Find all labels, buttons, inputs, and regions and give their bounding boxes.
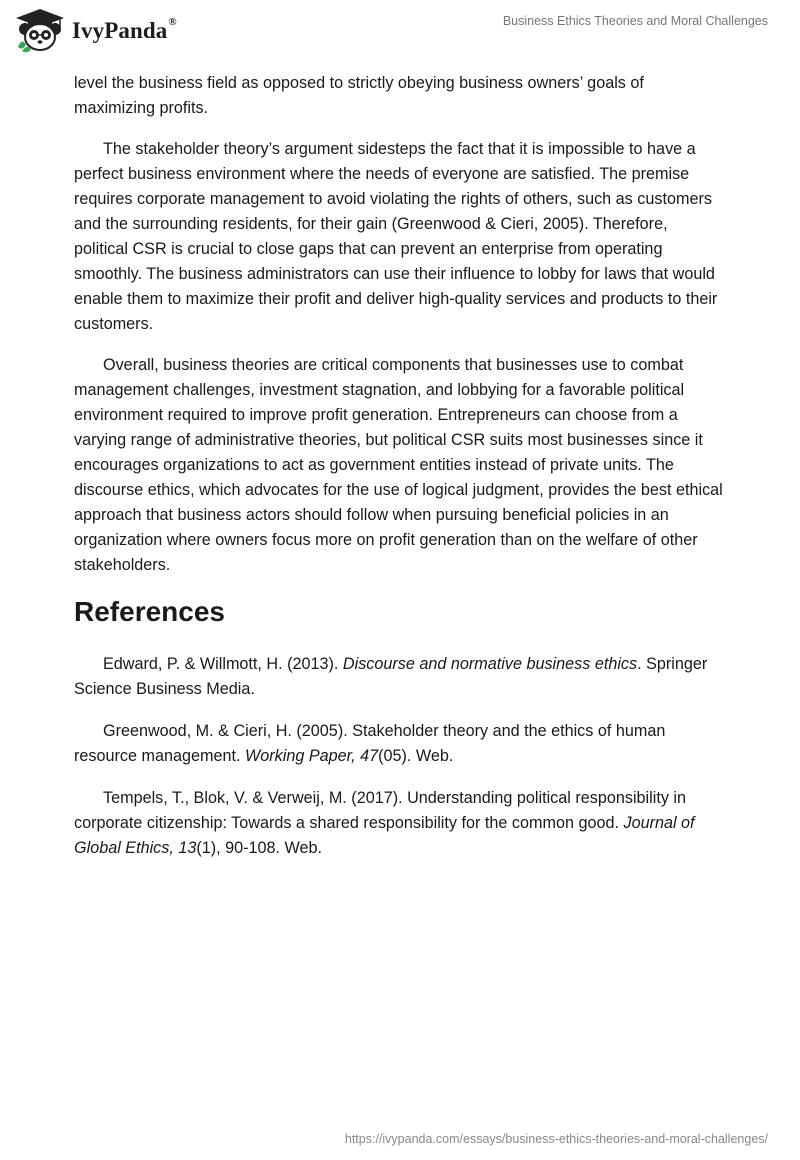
body-paragraph: level the business field as opposed to strictly obeying business owners’ goals of maximizing profits. xyxy=(74,74,644,117)
source-url[interactable]: https://ivypanda.com/essays/business-ethics-theories-and-moral-challenges/ xyxy=(344,1132,768,1146)
reference-item: Edward, P. & Willmott, H. (2013). Discourse and normative business ethics. Springer Science Business Media. xyxy=(74,655,708,698)
page-header xyxy=(0,0,800,64)
ivypanda-logo[interactable] xyxy=(14,7,177,53)
references-heading: References xyxy=(74,596,225,627)
essay-content xyxy=(74,71,726,878)
reference-item: Tempels, T., Blok, V. & Verweij, M. (2017). Understanding political responsibility in corporate citizenship: Towards a shared responsibility for the common good. Journal of Global Ethics, 13(1), 90-108. Web. xyxy=(74,789,695,857)
document-title: Business Ethics Theories and Moral Challenges xyxy=(502,14,768,28)
body-paragraph: The stakeholder theory’s argument sidesteps the fact that it is impossible to have a perfect business environment where the needs of everyone are satisfied. The premise requires corporate management to avoid violating the rights of others, such as customers and the surrounding residents, for their gain (Greenwood & Cieri, 2005). Therefore, political CSR is crucial to close gaps that can prevent an enterprise from operating smoothly. The business administrators can use their influence to lobby for laws that would enable them to maximize their profit and deliver high-quality services and products to their customers. xyxy=(74,140,718,333)
panda-graduation-cap-icon xyxy=(14,7,66,53)
body-paragraph: Overall, business theories are critical components that businesses use to combat management challenges, investment stagnation, and lobbying for a favorable political environment required to improve profit generation. Entrepreneurs can choose from a varying range of administrative theories, but political CSR suits most businesses since it encourages organizations to act as government entities instead of private units. The discourse ethics, which advocates for the use of logical judgment, provides the best ethical approach that business actors should follow when pursuing beneficial policies in an organization where owners focus more on profit generation than on the welfare of other stakeholders. xyxy=(74,356,723,574)
reference-item: Greenwood, M. & Cieri, H. (2005). Stakeholder theory and the ethics of human resource management. Working Paper, 47(05). Web. xyxy=(74,722,666,765)
brand-name: IvyPanda® xyxy=(72,16,177,43)
